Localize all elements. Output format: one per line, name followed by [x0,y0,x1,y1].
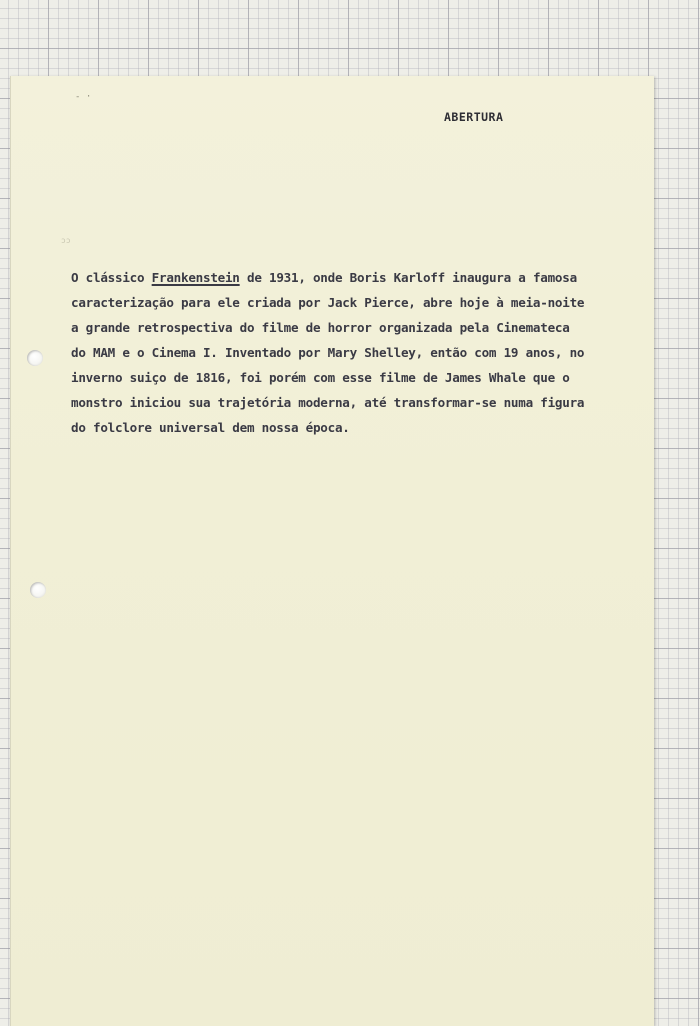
paper-mark-icon: - · [75,92,92,102]
text-line-4: do MAM e o Cinema I. Inventado por Mary Shelley, então com 19 anos, no [71,345,585,360]
faint-pencil-mark-icon: ɔɔ [61,236,71,245]
text-line-5: inverno suiço de 1816, foi porém com esse filme de James Whale que o [71,370,570,385]
typewritten-page [10,76,654,1026]
text-line-3: a grande retrospectiva do filme de horror organizada pela Cinemateca [71,320,570,335]
line-1-lead: O clássico [71,270,152,285]
text-line-2: caracterização para ele criada por Jack Pierce, abre hoje à meia-noite [71,295,585,310]
film-title-underlined: Frankenstein [151,270,240,285]
line-1-rest: de 1931, onde Boris Karloff inaugura a famosa [239,270,577,285]
text-line-6: monstro iniciou sua trajetória moderna, até transformar-se numa figura [71,395,585,410]
body-paragraph [71,265,661,440]
punch-hole-icon [30,582,46,598]
text-line-1 [71,265,661,290]
punch-hole-icon [27,350,43,366]
page-heading: ABERTURA [444,110,504,124]
text-line-7: do folclore universal dem nossa época. [71,420,350,435]
